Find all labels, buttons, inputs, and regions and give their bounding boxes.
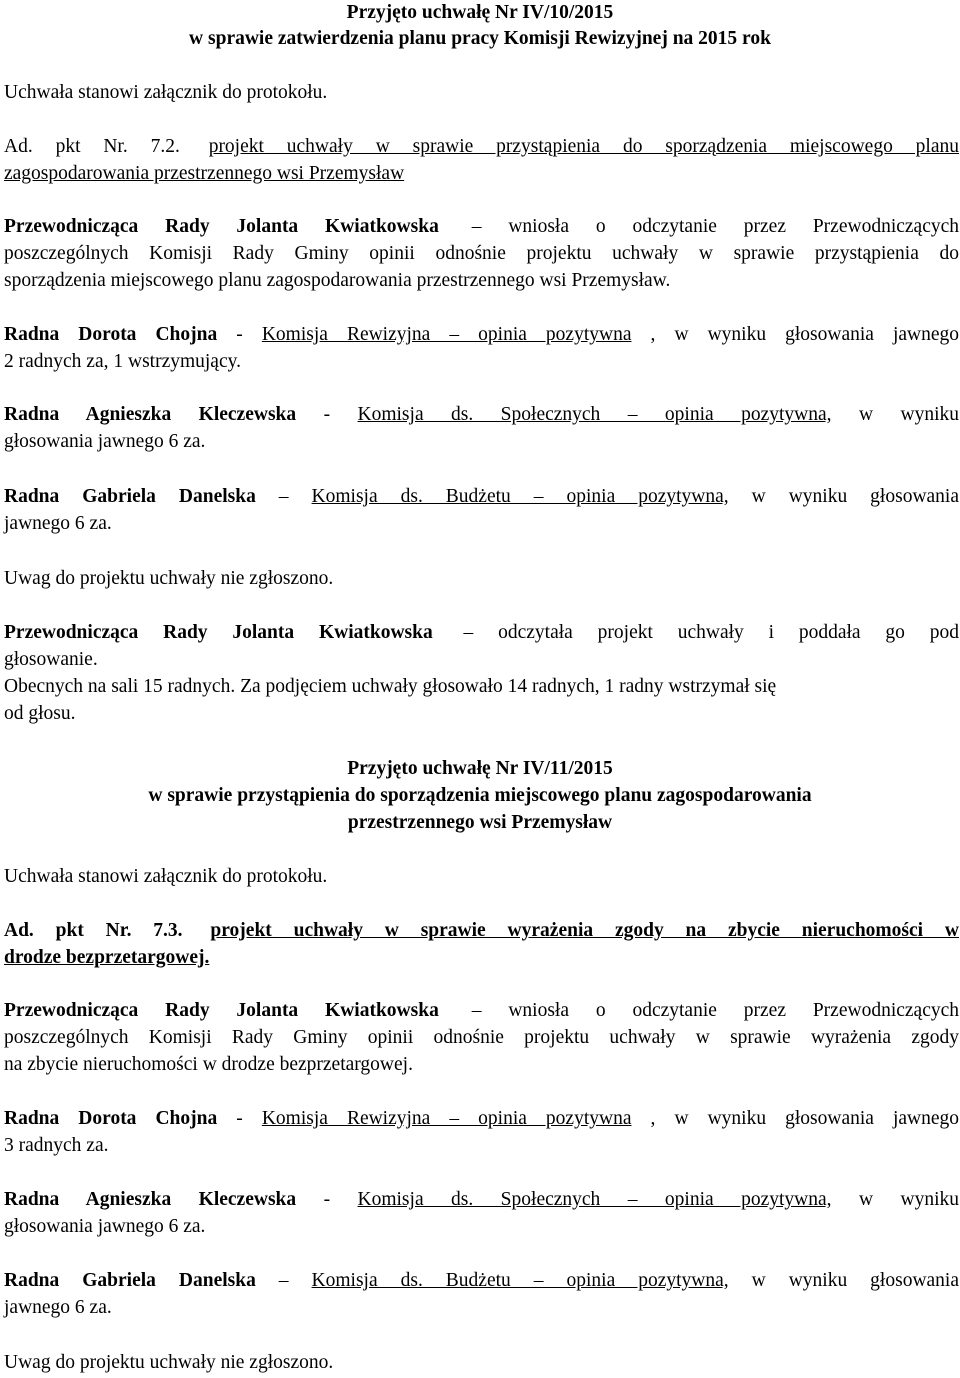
speaker-name: Przewodnicząca Rady Jolanta Kwiatkowska	[4, 1000, 439, 1021]
paragraph-line: na zbycie nieruchomości w drodze bezprzetargowej.	[4, 1054, 413, 1075]
paragraph-line: sporządzenia miejscowego planu zagospodarowania przestrzennego wsi Przemysław.	[4, 270, 671, 291]
resolution-subject: w sprawie przystąpienia do sporządzenia miejscowego planu zagospodarowania	[148, 785, 812, 806]
committee-opinion	[4, 1106, 959, 1132]
separator: -	[217, 324, 262, 345]
vote-count: Obecnych na sali 15 radnych. Za podjęciem uchwały głosowało 14 radnych, 1 radny wstrzymał się	[4, 676, 777, 697]
paragraph-text: – wniosła o odczytanie przez Przewodniczących	[471, 1000, 960, 1021]
committee-opinion	[4, 1187, 959, 1213]
vote-result: , w wyniku głosowania jawnego	[650, 324, 960, 345]
agenda-item-title-text: projekt uchwały w sprawie wyrażenia zgody na zbycie nieruchomości w	[210, 920, 960, 941]
agenda-item-title-cont: zagospodarowania przestrzennego wsi Przemysław	[4, 163, 405, 184]
resolution-subject-cont: przestrzennego wsi Przemysław	[347, 812, 613, 833]
agenda-item-title	[4, 134, 959, 160]
committee-opinion	[4, 402, 959, 428]
vote-result-cont: głosowania jawnego 6 za.	[4, 1216, 206, 1237]
speaker-name: Radna Agnieszka Kleczewska	[4, 1189, 297, 1210]
paragraph-text: – odczytała projekt uchwały i poddała go pod	[463, 622, 959, 643]
no-remarks-note: Uwag do projektu uchwały nie zgłoszono.	[4, 1352, 334, 1373]
committee-opinion-text: Komisja Rewizyjna – opinia pozytywna	[261, 324, 632, 345]
agenda-item-title-text: projekt uchwały w sprawie przystąpienia do sporządzenia miejscowego planu	[208, 136, 960, 157]
committee-opinion-text: Komisja ds. Społecznych – opinia pozytywna,	[357, 1189, 832, 1210]
speaker-name: Radna Dorota Chojna	[4, 1108, 218, 1129]
paragraph-line: od głosu.	[4, 703, 76, 724]
vote-result: w wyniku głosowania	[751, 486, 960, 507]
paragraph-line: głosowanie.	[4, 649, 98, 670]
paragraph-line: poszczególnych Komisji Rady Gminy opinii odnośnie projektu uchwały w sprawie wyrażenia zgody	[4, 1027, 959, 1048]
separator: –	[255, 1270, 312, 1291]
chair-intro	[4, 214, 959, 240]
vote-result-cont: jawnego 6 za.	[4, 513, 112, 534]
committee-opinion-text: Komisja ds. Budżetu – opinia pozytywna,	[311, 1270, 729, 1291]
separator: –	[255, 486, 312, 507]
resolution-subject: w sprawie zatwierdzenia planu pracy Komisji Rewizyjnej na 2015 rok	[189, 28, 771, 49]
resolution-heading: Przyjęto uchwałę Nr IV/11/2015	[347, 758, 613, 779]
separator: -	[296, 1189, 358, 1210]
agenda-item-number: Ad. pkt Nr. 7.2.	[4, 136, 180, 157]
attachment-note: Uchwała stanowi załącznik do protokołu.	[4, 82, 328, 103]
agenda-item-title-cont: drodze bezprzetargowej.	[4, 947, 210, 968]
vote-result: w wyniku	[858, 404, 960, 425]
committee-opinion	[4, 322, 959, 348]
vote-result-cont: głosowania jawnego 6 za.	[4, 431, 206, 452]
committee-opinion-text: Komisja Rewizyjna – opinia pozytywna	[261, 1108, 632, 1129]
speaker-name: Przewodnicząca Rady Jolanta Kwiatkowska	[4, 622, 433, 643]
vote-result-cont: jawnego 6 za.	[4, 1297, 112, 1318]
speaker-name: Radna Dorota Chojna	[4, 324, 218, 345]
chair-intro	[4, 998, 959, 1024]
vote-result-cont: 3 radnych za.	[4, 1135, 109, 1156]
chair-vote	[4, 620, 959, 646]
committee-opinion	[4, 1268, 959, 1294]
vote-result: , w wyniku głosowania jawnego	[650, 1108, 960, 1129]
resolution-heading: Przyjęto uchwałę Nr IV/10/2015	[346, 2, 614, 23]
vote-result: w wyniku głosowania	[751, 1270, 960, 1291]
attachment-note: Uchwała stanowi załącznik do protokołu.	[4, 866, 328, 887]
no-remarks-note: Uwag do projektu uchwały nie zgłoszono.	[4, 568, 334, 589]
separator: -	[296, 404, 358, 425]
paragraph-line: poszczególnych Komisji Rady Gminy opinii odnośnie projektu uchwały w sprawie przystąpienia do	[4, 243, 959, 264]
paragraph-text: – wniosła o odczytanie przez Przewodniczących	[471, 216, 960, 237]
vote-result-cont: 2 radnych za, 1 wstrzymujący.	[4, 351, 241, 372]
agenda-item-title	[4, 918, 959, 944]
agenda-item-number: Ad. pkt Nr. 7.3.	[4, 920, 183, 941]
vote-result: w wyniku	[858, 1189, 960, 1210]
committee-opinion	[4, 484, 959, 510]
committee-opinion-text: Komisja ds. Społecznych – opinia pozytywna,	[357, 404, 832, 425]
separator: -	[217, 1108, 262, 1129]
speaker-name: Radna Agnieszka Kleczewska	[4, 404, 297, 425]
speaker-name: Przewodnicząca Rady Jolanta Kwiatkowska	[4, 216, 439, 237]
committee-opinion-text: Komisja ds. Budżetu – opinia pozytywna,	[311, 486, 729, 507]
speaker-name: Radna Gabriela Danelska	[4, 1270, 256, 1291]
speaker-name: Radna Gabriela Danelska	[4, 486, 256, 507]
